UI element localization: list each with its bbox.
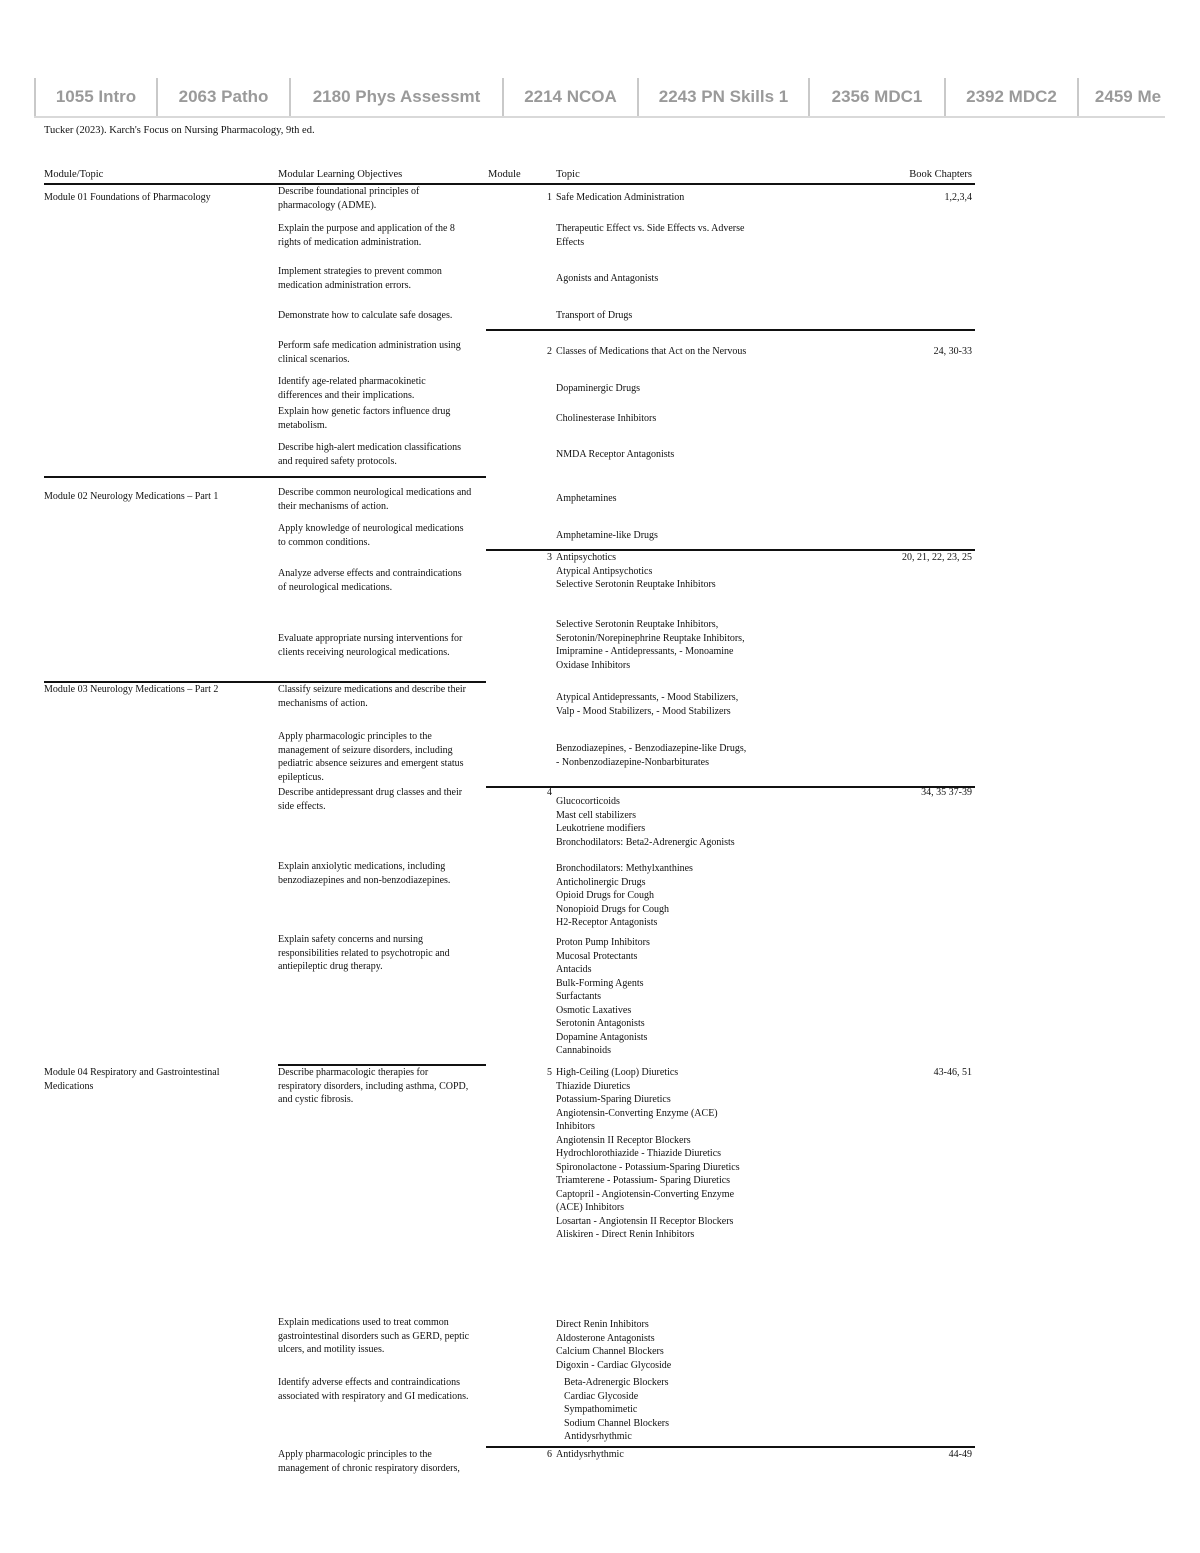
objective-cell: Demonstrate how to calculate safe dosages. xyxy=(278,310,453,321)
objective-cell: Perform safe medication administration using clinical scenarios. xyxy=(278,340,461,365)
chapters-cell: 34, 35 37-39 xyxy=(921,787,972,798)
objective-cell: Explain how genetic factors influence drug metabolism. xyxy=(278,406,451,431)
topic-cell: Antipsychotics Atypical Antipsychotics Selective Serotonin Reuptake Inhibitors xyxy=(556,552,716,590)
module-number-cell: 2 xyxy=(547,346,552,357)
textbook-reference: Tucker (2023). Karch's Focus on Nursing Pharmacology, 9th ed. xyxy=(44,125,315,136)
topic-cell: Bronchodilators: Methylxanthines Anticholinergic Drugs Opioid Drugs for Cough Nonopioid Drugs for Cough H2-Receptor Antagonists xyxy=(556,863,693,928)
objective-cell: Evaluate appropriate nursing interventions for clients receiving neurological medications. xyxy=(278,633,463,658)
topic-cell: Classes of Medications that Act on the Nervous xyxy=(556,346,747,357)
objective-cell: Describe pharmacologic therapies for respiratory disorders, including asthma, COPD, and cystic fibrosis. xyxy=(278,1067,469,1105)
module-number-cell: 1 xyxy=(547,192,552,203)
header-module-topic: Module/Topic xyxy=(44,169,104,180)
section-rule xyxy=(486,1446,975,1448)
topic-cell: Benzodiazepines, - Benzodiazepine-like Drugs, - Nonbenzodiazepine-Nonbarbiturates xyxy=(556,743,747,768)
sheet-tabs xyxy=(34,78,1165,116)
objective-cell: Explain safety concerns and nursing responsibilities related to psychotropic and antiepileptic drug therapy. xyxy=(278,934,450,972)
objective-cell: Describe antidepressant drug classes and their side effects. xyxy=(278,787,463,812)
objective-cell: Apply knowledge of neurological medications to common conditions. xyxy=(278,523,464,548)
chapters-cell: 44-49 xyxy=(948,1449,972,1460)
objective-cell: Apply pharmacologic principles to the management of chronic respiratory disorders, xyxy=(278,1449,460,1474)
chapters-cell: 1,2,3,4 xyxy=(944,192,972,203)
chapters-cell: 20, 21, 22, 23, 25 xyxy=(902,552,972,563)
section-rule xyxy=(486,549,975,551)
sheet-tab[interactable]: 1055 Intro xyxy=(34,78,156,116)
topic-cell: Antidysrhythmic xyxy=(556,1449,624,1460)
header-topic: Topic xyxy=(556,169,580,180)
module-number-cell: 5 xyxy=(547,1067,552,1078)
objective-cell: Describe foundational principles of pharmacology (ADME). xyxy=(278,186,420,211)
objective-cell: Identify age-related pharmacokinetic differences and their implications. xyxy=(278,376,426,401)
topic-cell: Atypical Antidepressants, - Mood Stabilizers, Valp - Mood Stabilizers, - Mood Stabilizers xyxy=(556,692,739,717)
chapters-cell: 24, 30-33 xyxy=(933,346,972,357)
module-topic-cell: Module 04 Respiratory and Gastrointestinal Medications xyxy=(44,1067,220,1092)
sheet-tab[interactable]: 2180 Phys Assessmt xyxy=(289,78,502,116)
section-rule xyxy=(44,476,486,478)
objective-cell: Classify seizure medications and describe their mechanisms of action. xyxy=(278,684,466,709)
sheet-tab[interactable]: 2459 Me xyxy=(1077,78,1165,116)
objective-cell: Apply pharmacologic principles to the management of seizure disorders, including pediatric absence seizures and emergent status epilepticus. xyxy=(278,731,464,783)
module-topic-cell: Module 02 Neurology Medications – Part 1 xyxy=(44,491,219,502)
topic-cell: Glucocorticoids Mast cell stabilizers Leukotriene modifiers Bronchodilators: Beta2-Adrenergic Agonists xyxy=(556,796,735,848)
objective-cell: Identify adverse effects and contraindications associated with respiratory and GI medications. xyxy=(278,1377,469,1402)
objective-cell: Describe high-alert medication classifications and required safety protocols. xyxy=(278,442,461,467)
sheet-tab[interactable]: 2214 NCOA xyxy=(502,78,637,116)
objective-cell: Explain the purpose and application of the 8 rights of medication administration. xyxy=(278,223,455,248)
topic-cell: Amphetamine-like Drugs xyxy=(556,530,658,541)
topic-cell: NMDA Receptor Antagonists xyxy=(556,449,675,460)
sheet-tab-bar xyxy=(34,78,1165,118)
sheet-tab[interactable]: 2243 PN Skills 1 xyxy=(637,78,808,116)
section-rule xyxy=(486,786,975,788)
module-number-cell: 4 xyxy=(547,787,552,798)
objective-cell: Implement strategies to prevent common medication administration errors. xyxy=(278,266,442,291)
module-topic-cell: Module 03 Neurology Medications – Part 2 xyxy=(44,684,219,695)
objective-cell: Explain anxiolytic medications, including benzodiazepines and non-benzodiazepines. xyxy=(278,861,451,886)
section-rule xyxy=(278,1064,486,1066)
topic-cell: Direct Renin Inhibitors Aldosterone Antagonists Calcium Channel Blockers Digoxin - Cardiac Glycoside xyxy=(556,1319,672,1371)
topic-cell: Amphetamines xyxy=(556,493,617,504)
topic-cell: Proton Pump Inhibitors Mucosal Protectants Antacids Bulk-Forming Agents Surfactants Osmotic Laxatives Serotonin Antagonists Dopamine Antagonists Cannabinoids xyxy=(556,937,650,1056)
module-topic-cell: Module 01 Foundations of Pharmacology xyxy=(44,192,211,203)
module-number-cell: 3 xyxy=(547,552,552,563)
objective-cell: Analyze adverse effects and contraindications of neurological medications. xyxy=(278,568,462,593)
topic-cell: Selective Serotonin Reuptake Inhibitors, Serotonin/Norepinephrine Reuptake Inhibitors, Imipramine - Antidepressants, - Monoamine Oxidase Inhibitors xyxy=(556,619,745,671)
objective-cell: Describe common neurological medications and their mechanisms of action. xyxy=(278,487,472,512)
objective-cell: Explain medications used to treat common gastrointestinal disorders such as GERD, peptic ulcers, and motility issues. xyxy=(278,1317,470,1355)
topic-cell: Safe Medication Administration xyxy=(556,192,685,203)
header-module: Module xyxy=(488,169,521,180)
header-objectives: Modular Learning Objectives xyxy=(278,169,403,180)
topic-cell: Agonists and Antagonists xyxy=(556,273,659,284)
sheet-tab[interactable]: 2063 Patho xyxy=(156,78,289,116)
section-rule xyxy=(44,681,486,683)
topic-cell: Therapeutic Effect vs. Side Effects vs. Adverse Effects xyxy=(556,223,745,248)
section-rule xyxy=(486,329,975,331)
topic-cell: Transport of Drugs xyxy=(556,310,633,321)
sheet-tab[interactable]: 2356 MDC1 xyxy=(808,78,944,116)
chapters-cell: 43-46, 51 xyxy=(933,1067,972,1078)
sheet-tab[interactable]: 2392 MDC2 xyxy=(944,78,1077,116)
module-number-cell: 6 xyxy=(547,1449,552,1460)
topic-cell: Dopaminergic Drugs xyxy=(556,383,640,394)
header-rule xyxy=(44,183,975,185)
topic-cell: High-Ceiling (Loop) Diuretics Thiazide Diuretics Potassium-Sparing Diuretics Angiotensin-Converting Enzyme (ACE) Inhibitors Angiotensin II Receptor Blockers Hydrochlorothiazide - Thiazide Diuretics Spironolactone - Potassium-Sparing Diuretics Triamterene - Potassium- Sparing Diuretics Captopril - Angiotensin-Converting Enzyme (ACE) Inhibitors Losartan - Angiotensin II Receptor Blockers Aliskiren - Direct Renin Inhibitors xyxy=(556,1067,740,1240)
header-chapters: Book Chapters xyxy=(909,169,972,180)
topic-cell: Cholinesterase Inhibitors xyxy=(556,413,657,424)
topic-cell: Beta-Adrenergic Blockers Cardiac Glycoside Sympathomimetic Sodium Channel Blockers Antidysrhythmic xyxy=(564,1377,669,1442)
